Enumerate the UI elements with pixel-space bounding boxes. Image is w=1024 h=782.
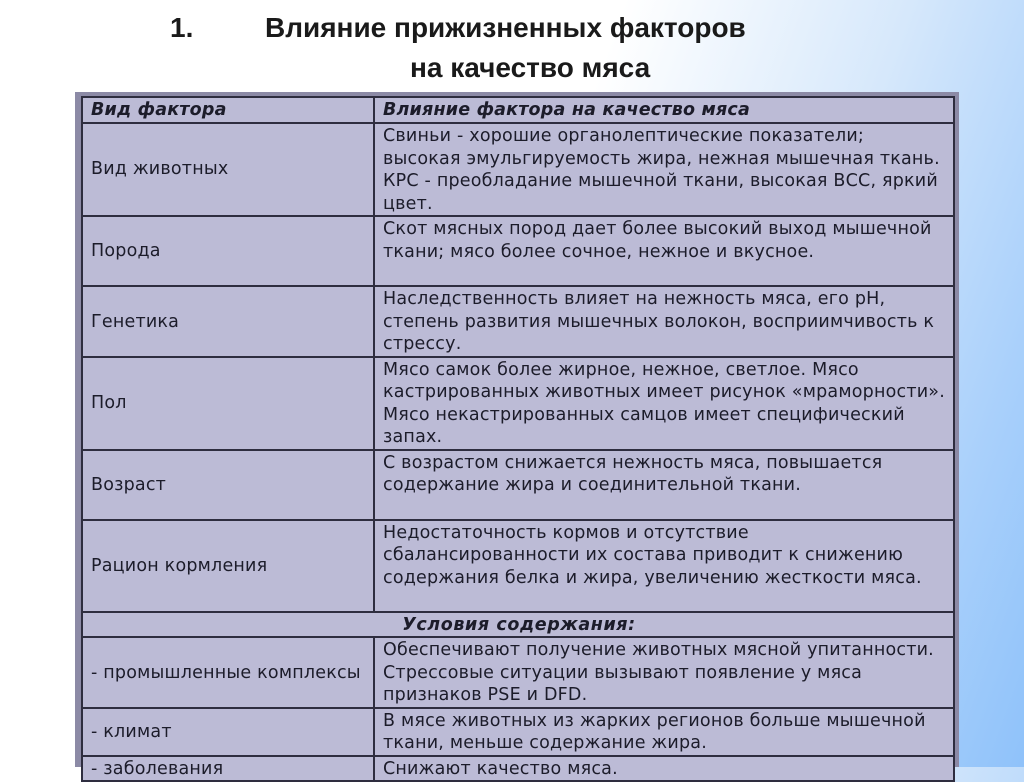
factor-cell: Пол bbox=[82, 357, 374, 450]
table-row bbox=[82, 123, 954, 216]
factor-cell: Возраст bbox=[82, 450, 374, 520]
effect-cell: Обеспечивают получение животных мясной упитанности. Стрессовые ситуации вызывают появление у мяса признаков PSE и DFD. bbox=[374, 637, 954, 708]
table-row bbox=[82, 450, 954, 520]
factors-table bbox=[81, 96, 955, 782]
effect-cell: В мясе животных из жарких регионов больше мышечной ткани, меньше содержание жира. bbox=[374, 708, 954, 756]
title-number: 1. bbox=[170, 12, 194, 43]
effect-cell: Снижают качество мяса. bbox=[374, 756, 954, 782]
effect-cell: Мясо самок более жирное, нежное, светлое. Мясо кастрированных животных имеет рисунок «мраморности». Мясо некастрированных самцов имеет специфический запах. bbox=[374, 357, 954, 450]
factors-table-image bbox=[75, 92, 959, 779]
effect-cell: Скот мясных пород дает более высокий выход мышечной ткани; мясо более сочное, нежное и вкусное. bbox=[374, 216, 954, 286]
table-row bbox=[82, 637, 954, 708]
table-row bbox=[82, 756, 954, 782]
title-line-2: на качество мяса bbox=[410, 52, 651, 83]
header-factor: Вид фактора bbox=[82, 97, 374, 123]
effect-cell: Наследственность влияет на нежность мяса, его pH, степень развития мышечных волокон, восприимчивость к стрессу. bbox=[374, 286, 954, 357]
factor-cell: Вид животных bbox=[82, 123, 374, 216]
title-line-1: Влияние прижизненных факторов bbox=[265, 12, 746, 43]
header-effect: Влияние фактора на качество мяса bbox=[374, 97, 954, 123]
section-row bbox=[82, 612, 954, 638]
table-row bbox=[82, 216, 954, 286]
effect-cell: С возрастом снижается нежность мяса, повышается содержание жира и соединительной ткани. bbox=[374, 450, 954, 520]
factor-cell: - климат bbox=[82, 708, 374, 756]
factor-cell: - заболевания bbox=[82, 756, 374, 782]
table-row bbox=[82, 708, 954, 756]
effect-cell: Свиньи - хорошие органолептические показатели; высокая эмульгируемость жира, нежная мышечная ткань. КРС - преобладание мышечной ткани, высокая ВСС, яркий цвет. bbox=[374, 123, 954, 216]
table-row bbox=[82, 357, 954, 450]
section-title: Условия содержания: bbox=[82, 612, 954, 638]
factor-cell: Рацион кормления bbox=[82, 520, 374, 612]
effect-cell: Недостаточность кормов и отсутствие сбалансированности их состава приводит к снижению содержания белка и жира, увеличению жесткости мяса. bbox=[374, 520, 954, 612]
table-header-row bbox=[82, 97, 954, 123]
table-row bbox=[82, 286, 954, 357]
table-row bbox=[82, 520, 954, 612]
factor-cell: - промышленные комплексы bbox=[82, 637, 374, 708]
factor-cell: Порода bbox=[82, 216, 374, 286]
factor-cell: Генетика bbox=[82, 286, 374, 357]
